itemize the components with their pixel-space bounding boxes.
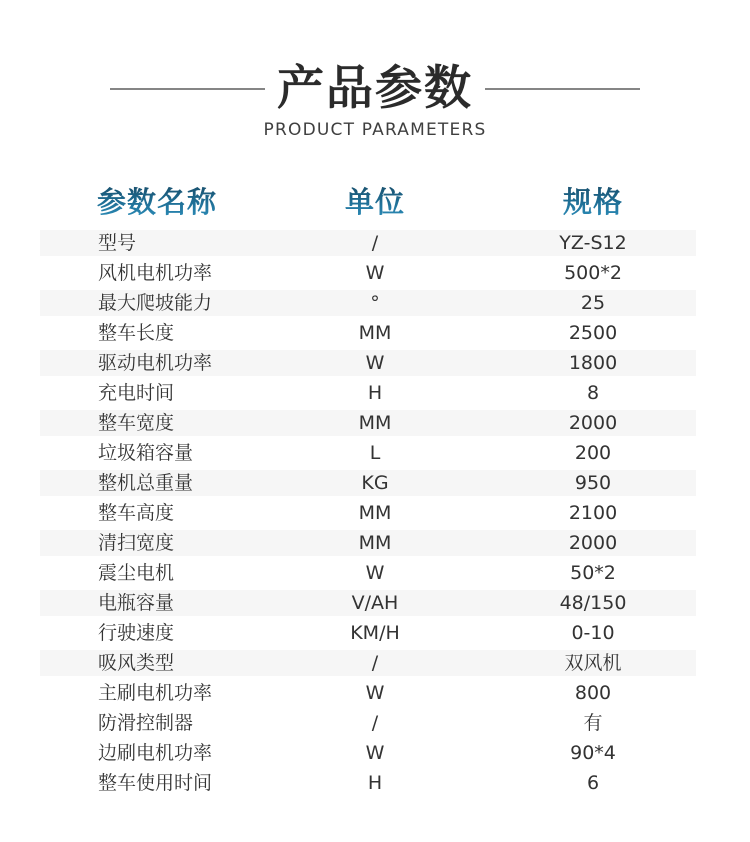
param-spec-cell: 2000 (568, 532, 618, 555)
param-name-cell: 吸风类型 (98, 652, 175, 675)
param-unit-cell: MM (358, 532, 392, 555)
table-row (40, 618, 696, 648)
parameters-table (0, 228, 750, 798)
param-unit-cell: H (367, 772, 383, 795)
param-spec-cell: 90*4 (570, 742, 616, 765)
table-row (40, 438, 696, 468)
param-unit-cell: ° (370, 292, 380, 315)
param-unit-cell: W (365, 262, 385, 285)
param-name-cell: 整车宽度 (98, 412, 175, 435)
param-spec-cell: 有 (583, 712, 603, 735)
param-unit-cell: KG (361, 472, 389, 495)
page-subtitle: PRODUCT PARAMETERS (263, 120, 487, 141)
table-row (40, 648, 696, 678)
table-row (40, 468, 696, 498)
param-spec-cell: YZ-S12 (559, 232, 627, 255)
param-name-cell: 电瓶容量 (98, 592, 175, 615)
param-name-cell: 主刷电机功率 (98, 682, 213, 705)
table-row (40, 228, 696, 258)
column-header-parameter-name: 参数名称 (40, 180, 260, 221)
param-name-cell: 整车使用时间 (98, 772, 213, 795)
param-spec-cell: 2100 (568, 502, 618, 525)
param-unit-cell: / (371, 652, 379, 675)
param-name-cell: 边刷电机功率 (98, 742, 213, 765)
title-right-line (485, 88, 640, 90)
param-unit-cell: MM (358, 502, 392, 525)
param-unit-cell: L (369, 442, 381, 465)
param-unit-cell: / (371, 712, 379, 735)
table-row (40, 588, 696, 618)
param-name-cell: 充电时间 (98, 382, 175, 405)
param-name-cell: 垃圾箱容量 (98, 442, 194, 465)
table-row (40, 318, 696, 348)
table-row (40, 348, 696, 378)
param-unit-cell: V/AH (351, 592, 399, 615)
table-row (40, 558, 696, 588)
table-row (40, 528, 696, 558)
title-row (0, 62, 750, 116)
param-name-cell: 整车长度 (98, 322, 175, 345)
param-unit-cell: MM (358, 322, 392, 345)
param-unit-cell: KM/H (350, 622, 400, 645)
param-spec-cell: 2500 (568, 322, 618, 345)
title-section (0, 0, 750, 140)
param-name-cell: 驱动电机功率 (98, 352, 213, 375)
param-unit-cell: MM (358, 412, 392, 435)
param-spec-cell: 1800 (568, 352, 618, 375)
param-spec-cell: 48/150 (559, 592, 627, 615)
param-spec-cell: 8 (586, 382, 600, 405)
param-name-cell: 最大爬坡能力 (98, 292, 213, 315)
param-spec-cell: 0-10 (571, 622, 615, 645)
param-spec-cell: 50*2 (570, 562, 616, 585)
param-name-cell: 整机总重量 (98, 472, 194, 495)
param-spec-cell: 200 (574, 442, 612, 465)
param-name-cell: 震尘电机 (98, 562, 175, 585)
table-row (40, 378, 696, 408)
param-unit-cell: H (367, 382, 383, 405)
table-row (40, 288, 696, 318)
column-header-unit: 单位 (260, 180, 490, 221)
param-name-cell: 风机电机功率 (98, 262, 213, 285)
param-unit-cell: W (365, 352, 385, 375)
param-unit-cell: W (365, 682, 385, 705)
param-name-cell: 型号 (98, 232, 137, 255)
param-spec-cell: 950 (574, 472, 612, 495)
table-row (40, 678, 696, 708)
param-unit-cell: W (365, 562, 385, 585)
page-title: 产品参数 (277, 61, 473, 116)
table-row (40, 408, 696, 438)
param-spec-cell: 800 (574, 682, 612, 705)
param-name-cell: 整车高度 (98, 502, 175, 525)
param-name-cell: 行驶速度 (98, 622, 175, 645)
table-row (40, 708, 696, 738)
param-name-cell: 清扫宽度 (98, 532, 175, 555)
param-name-cell: 防滑控制器 (98, 712, 194, 735)
param-spec-cell: 2000 (568, 412, 618, 435)
column-header-spec: 规格 (490, 180, 696, 221)
param-unit-cell: W (365, 742, 385, 765)
table-row (40, 498, 696, 528)
table-row (40, 768, 696, 798)
title-left-line (110, 88, 265, 90)
param-spec-cell: 500*2 (564, 262, 622, 285)
param-spec-cell: 双风机 (564, 652, 622, 675)
table-row (40, 258, 696, 288)
param-spec-cell: 25 (580, 292, 606, 315)
table-row (40, 738, 696, 768)
table-header-row (40, 180, 696, 220)
param-spec-cell: 6 (586, 772, 600, 795)
param-unit-cell: / (371, 232, 379, 255)
